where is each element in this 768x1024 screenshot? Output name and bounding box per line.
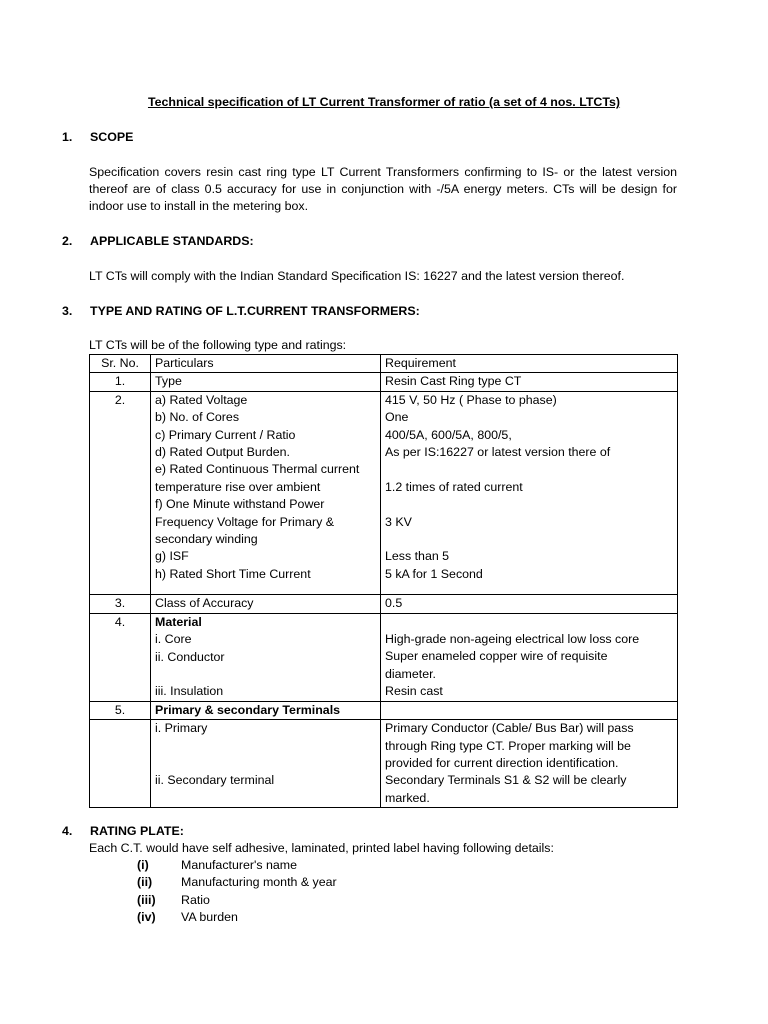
particular-line: ii. Conductor	[155, 649, 225, 664]
row-number: 1.	[90, 373, 151, 391]
list-item	[137, 892, 337, 909]
table-header-row	[90, 355, 678, 373]
list-item-text: Manufacturer's name	[181, 858, 297, 872]
requirement-line: 5 kA for 1 Second	[385, 566, 483, 581]
standards-paragraph: LT CTs will comply with the Indian Standard Specification IS: 16227 and the latest version thereof.	[89, 269, 625, 283]
requirement-line: Primary Conductor (Cable/ Bus Bar) will pass	[385, 721, 634, 736]
list-item-text: VA burden	[181, 910, 238, 925]
particular-line: i. Primary	[155, 721, 208, 736]
particular-line: i. Core	[155, 632, 192, 647]
row-requirement: 0.5	[381, 595, 678, 613]
particular-line: c) Primary Current / Ratio	[155, 427, 296, 442]
row-number: 4.	[90, 613, 151, 701]
requirement-line: Less than 5	[385, 549, 450, 564]
requirement-line: 3 KV	[385, 514, 412, 529]
section-1-title: SCOPE	[90, 130, 134, 144]
row-particulars	[151, 613, 381, 701]
requirement-line: Resin cast	[385, 684, 443, 699]
requirement-line: One	[385, 410, 409, 425]
scope-paragraph: Specification covers resin cast ring type LT Current Transformers confirming to IS- or the latest version thereof are of class 0.5 accuracy for use in conjunction with -/5A energy meters. CTs will be design for indoor use to install in the metering box.	[89, 165, 677, 213]
row-requirement	[381, 701, 678, 719]
row-requirement	[381, 391, 678, 594]
rating-plate-paragraph: Each C.T. would have self adhesive, laminated, printed label having following details:	[89, 841, 554, 855]
row-number: 3.	[90, 595, 151, 613]
particular-line: g) ISF	[155, 549, 189, 564]
specification-table	[89, 354, 678, 808]
section-2-number: 2.	[62, 234, 73, 248]
row-number: 5.	[90, 701, 151, 719]
row-requirement: Resin Cast Ring type CT	[381, 373, 678, 391]
list-item	[137, 909, 337, 926]
row-number: 2.	[90, 391, 151, 594]
particular-line: f) One Minute withstand Power	[155, 497, 325, 512]
particular-line: e) Rated Continuous Thermal current	[155, 462, 360, 477]
section-1-number: 1.	[62, 130, 73, 144]
row-requirement	[381, 720, 678, 808]
requirement-line: 415 V, 50 Hz ( Phase to phase)	[385, 392, 557, 407]
section-4-title: RATING PLATE:	[90, 824, 184, 838]
requirement-line: Secondary Terminals S1 & S2 will be clearly	[385, 773, 627, 788]
requirement-line: 400/5A, 600/5A, 800/5,	[385, 427, 512, 442]
table-row	[90, 595, 678, 613]
row-particulars: Class of Accuracy	[151, 595, 381, 613]
section-4-number: 4.	[62, 824, 73, 838]
requirement-line: Super enameled copper wire of requisite	[385, 649, 608, 664]
header-requirement: Requirement	[381, 355, 678, 373]
section-3-number: 3.	[62, 304, 73, 318]
table-row	[90, 720, 678, 808]
section-3-title: TYPE AND RATING OF L.T.CURRENT TRANSFORMERS:	[90, 304, 420, 318]
list-item-number: (ii)	[137, 875, 153, 890]
particular-line: temperature rise over ambient	[155, 479, 321, 494]
row-particulars	[151, 720, 381, 808]
list-item	[137, 857, 337, 874]
list-item-text: Manufacturing month & year	[181, 875, 337, 890]
row-requirement	[381, 613, 678, 701]
list-item-text: Ratio	[181, 892, 210, 907]
table-row	[90, 613, 678, 701]
row-particulars	[151, 701, 381, 719]
requirement-line: through Ring type CT. Proper marking will be	[385, 738, 631, 753]
list-item-number: (iii)	[137, 892, 156, 907]
section-2-heading	[62, 233, 254, 250]
document-title: Technical specification of LT Current Transformer of ratio (a set of 4 nos. LTCTs)	[147, 95, 621, 109]
particular-heading: Material	[155, 614, 202, 629]
list-item	[137, 874, 337, 891]
particular-line: a) Rated Voltage	[155, 392, 248, 407]
rating-plate-list	[137, 857, 337, 927]
table-row	[90, 701, 678, 719]
particular-heading: Primary & secondary Terminals	[155, 702, 341, 717]
header-particulars: Particulars	[151, 355, 381, 373]
section-2-title: APPLICABLE STANDARDS:	[90, 234, 254, 248]
particular-line: Frequency Voltage for Primary &	[155, 514, 335, 529]
requirement-line: High-grade non-ageing electrical low loss core	[385, 632, 640, 647]
row-particulars	[151, 391, 381, 594]
requirement-line: 1.2 times of rated current	[385, 479, 523, 494]
header-sr-no: Sr. No.	[90, 355, 151, 373]
particular-line: ii. Secondary terminal	[155, 773, 275, 788]
section-4-heading	[62, 823, 184, 840]
particular-line: h) Rated Short Time Current	[155, 566, 311, 581]
requirement-line: As per IS:16227 or latest version there of	[385, 445, 611, 460]
requirement-line: provided for current direction identification.	[385, 755, 619, 770]
table-row	[90, 373, 678, 391]
requirement-line: marked.	[385, 790, 430, 805]
row-particulars: Type	[151, 373, 381, 391]
list-item-number: (i)	[137, 858, 149, 872]
requirement-line: diameter.	[385, 666, 436, 681]
list-item-number: (iv)	[137, 910, 156, 925]
section-3-heading	[62, 303, 420, 320]
particular-line: d) Rated Output Burden.	[155, 445, 291, 460]
table-row	[90, 391, 678, 594]
ratings-intro: LT CTs will be of the following type and ratings:	[89, 338, 347, 352]
particular-line: b) No. of Cores	[155, 410, 240, 425]
particular-line: secondary winding	[155, 532, 258, 547]
particular-line: iii. Insulation	[155, 684, 224, 699]
section-1-heading	[62, 129, 133, 146]
